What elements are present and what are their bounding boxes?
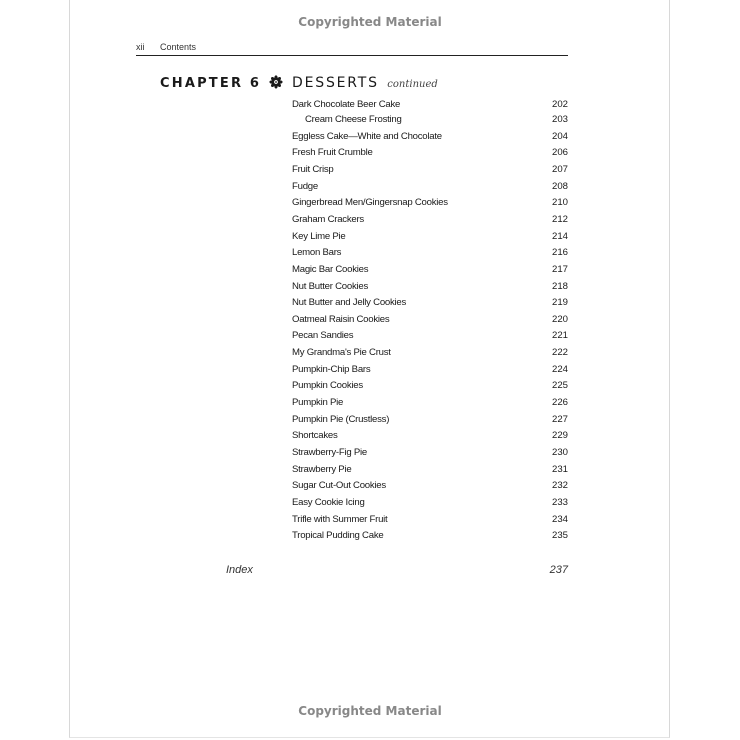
index-page-number: 237	[549, 564, 568, 576]
toc-entry-title: Gingerbread Men/Gingersnap Cookies	[292, 197, 448, 209]
toc-entry-page: 226	[551, 397, 568, 409]
toc-entry-title: Pumpkin Cookies	[292, 380, 363, 392]
toc-entry-title: My Grandma's Pie Crust	[292, 347, 391, 359]
toc-entry[interactable]	[292, 428, 568, 444]
toc-entry-page: 214	[551, 230, 568, 242]
toc-entry-title: Eggless Cake—White and Chocolate	[292, 130, 442, 142]
toc-entry[interactable]	[292, 279, 568, 295]
toc-entry-title: Pecan Sandies	[292, 330, 354, 342]
toc-entry-page: 232	[551, 480, 568, 492]
toc-entry-title: Strawberry Pie	[292, 463, 352, 475]
toc-entry-title: Trifle with Summer Fruit	[292, 513, 388, 525]
toc-entry-page: 219	[551, 297, 568, 309]
watermark-top: Copyrighted Material	[298, 15, 442, 29]
watermark-bottom: Copyrighted Material	[298, 704, 442, 718]
toc-entry-page: 216	[551, 247, 568, 259]
toc-entry-page: 231	[551, 463, 568, 475]
toc-entry-page: 233	[551, 496, 568, 508]
toc-entry[interactable]	[292, 245, 568, 261]
toc-entry-title: Lemon Bars	[292, 247, 342, 259]
toc-entry[interactable]	[292, 112, 568, 128]
toc-entry-title: Pumpkin-Chip Bars	[292, 363, 371, 375]
toc-entry[interactable]	[292, 378, 568, 394]
toc-entry-page: 227	[551, 413, 568, 425]
toc-entry-page: 212	[551, 213, 568, 225]
toc-entry-page: 221	[551, 330, 568, 342]
toc-entry-title: Oatmeal Raisin Cookies	[292, 313, 390, 325]
toc-entry-page: 206	[551, 147, 568, 159]
toc-entry[interactable]	[292, 412, 568, 428]
toc-entry-title: Pumpkin Pie (Crustless)	[292, 413, 390, 425]
toc-entry[interactable]	[292, 145, 568, 161]
toc-entry[interactable]	[292, 97, 568, 113]
toc-entry[interactable]	[292, 328, 568, 344]
toc-entry-title: Tropical Pudding Cake	[292, 530, 384, 542]
index-label: Index	[226, 564, 253, 576]
toc-entry-title: Sugar Cut-Out Cookies	[292, 480, 386, 492]
chapter-heading	[160, 74, 438, 92]
toc-entry-page: 229	[551, 430, 568, 442]
toc-entry-page: 224	[551, 363, 568, 375]
toc-entry-page: 207	[551, 163, 568, 175]
toc-entry-page: 218	[551, 280, 568, 292]
toc-entry[interactable]	[292, 395, 568, 411]
running-head-title: Contents	[160, 42, 197, 52]
toc-entry[interactable]	[292, 195, 568, 211]
toc-index-entry[interactable]	[226, 564, 568, 580]
toc-entry[interactable]	[292, 262, 568, 278]
flower-icon	[269, 75, 283, 89]
toc-entry[interactable]	[292, 229, 568, 245]
toc-entry-title: Fruit Crisp	[292, 163, 334, 175]
toc-entry-page: 217	[551, 263, 568, 275]
toc-entry-title: Key Lime Pie	[292, 230, 346, 242]
toc-entry[interactable]	[292, 295, 568, 311]
toc-entry[interactable]	[292, 462, 568, 478]
toc-entry-title: Graham Crackers	[292, 213, 364, 225]
toc-entry-title: Nut Butter Cookies	[292, 280, 369, 292]
toc-entry[interactable]	[292, 528, 568, 544]
toc-entry-page: 210	[551, 197, 568, 209]
chapter-continued: continued	[387, 79, 438, 90]
toc-entry[interactable]	[292, 312, 568, 328]
toc-entry[interactable]	[292, 512, 568, 528]
toc-entry-title: Cream Cheese Frosting	[305, 114, 402, 125]
toc-entry[interactable]	[292, 362, 568, 378]
toc-entry-page: 225	[551, 380, 568, 392]
toc-entry-page: 230	[551, 447, 568, 458]
chapter-title: DESSERTS	[292, 75, 379, 91]
page-number: xii	[136, 42, 145, 52]
toc-entry-title: Pumpkin Pie	[292, 397, 344, 409]
toc-entry-title: Fresh Fruit Crumble	[292, 147, 373, 159]
toc-entry-title: Shortcakes	[292, 430, 338, 442]
toc-entry-title: Fudge	[292, 180, 318, 192]
toc-entry-title: Strawberry-Fig Pie	[292, 447, 367, 458]
toc-entry-title: Magic Bar Cookies	[292, 263, 369, 275]
toc-entry-page: 204	[551, 130, 568, 142]
toc-entry-page: 234	[551, 513, 568, 525]
toc-entry-page: 202	[551, 99, 568, 110]
toc-entry[interactable]	[292, 162, 568, 178]
toc-entry[interactable]	[292, 212, 568, 228]
running-head	[136, 41, 568, 56]
toc-entry[interactable]	[292, 179, 568, 195]
toc-entry-page: 208	[551, 180, 568, 192]
toc-entry-title: Dark Chocolate Beer Cake	[292, 99, 401, 110]
toc-entry-page: 203	[551, 114, 568, 125]
toc-entry[interactable]	[292, 345, 568, 361]
toc-entry[interactable]	[292, 129, 568, 145]
toc-entry[interactable]	[292, 478, 568, 494]
toc-entry-page: 235	[551, 530, 568, 542]
toc-entry-page: 222	[551, 347, 568, 359]
toc-entry-title: Nut Butter and Jelly Cookies	[292, 297, 407, 309]
toc-entry[interactable]	[292, 445, 568, 461]
chapter-number: CHAPTER 6	[160, 76, 262, 91]
toc-entry[interactable]	[292, 495, 568, 511]
toc-entry-title: Easy Cookie Icing	[292, 496, 365, 508]
toc-entry-page: 220	[551, 313, 568, 325]
